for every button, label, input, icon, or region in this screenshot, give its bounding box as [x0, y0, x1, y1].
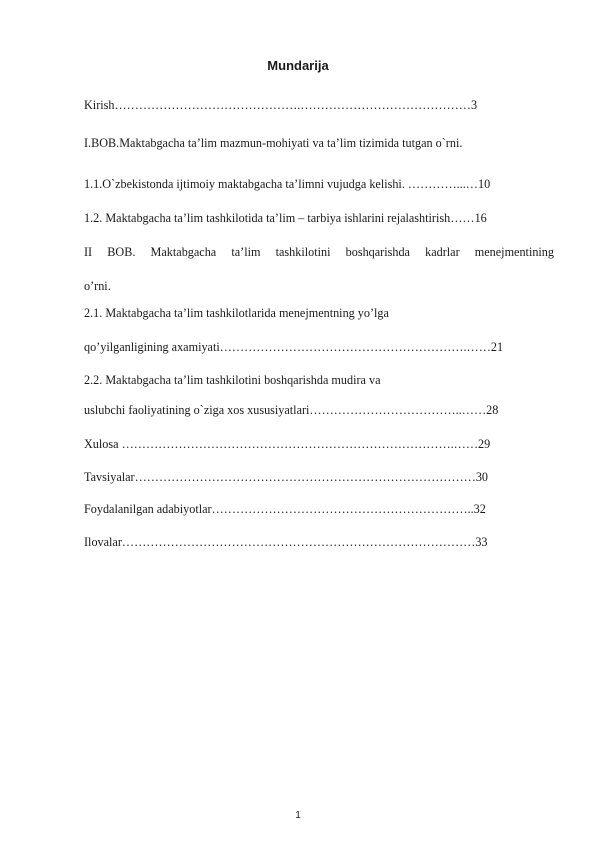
toc-entry-chapter-1: I.BOB.Maktabgacha ta’lim mazmun-mohiyati va ta’lim tizimida tutgan o`rni.: [84, 136, 463, 150]
toc-entry-2-2-cont: uslubchi faoliyatining o`ziga xos xususiyatlari………………………………..……28: [84, 403, 499, 417]
toc-entry-1-2: 1.2. Maktabgacha ta’lim tashkilotida ta’lim – tarbiya ishlarini rejalashtirish……16: [84, 211, 487, 225]
page-title: Mundarija: [267, 58, 329, 73]
toc-entry-adabiyotlar: Foydalanilgan adabiyotlar………………………………………………………..32: [84, 502, 486, 516]
toc-entry-2-1: 2.1. Maktabgacha ta’lim tashkilotlarida menejmentning yo’lga: [84, 306, 389, 320]
toc-entry-1-1: 1.1.O`zbekistonda ijtimoiy maktabgacha ta’limni vujudga kelishi. …………...…10: [84, 177, 491, 191]
toc-entry-2-2: 2.2. Maktabgacha ta’lim tashkilotini boshqarishda mudira va: [84, 373, 381, 387]
page-number: 1: [295, 810, 301, 821]
toc-entry-ilovalar: Ilovalar……………………………………………………………………………33: [84, 535, 488, 549]
toc-entry-2-1-cont: qo’yilganligining axamiyati…………………………………………………….……21: [84, 340, 504, 354]
toc-entry-tavsiyalar: Tavsiyalar…………………………………………………………………………30: [84, 470, 489, 484]
toc-entry-chapter-2: II BOB. Maktabgacha ta’lim tashkilotini boshqarishda kadrlar menejmentining: [84, 245, 554, 259]
toc-entry-kirish: Kirish……………………………………….……………………………………3: [84, 98, 478, 112]
toc-entry-chapter-2-cont: o’rni.: [84, 279, 111, 293]
toc-entry-xulosa: Xulosa ……………………………………………………………………….……29: [84, 437, 491, 451]
